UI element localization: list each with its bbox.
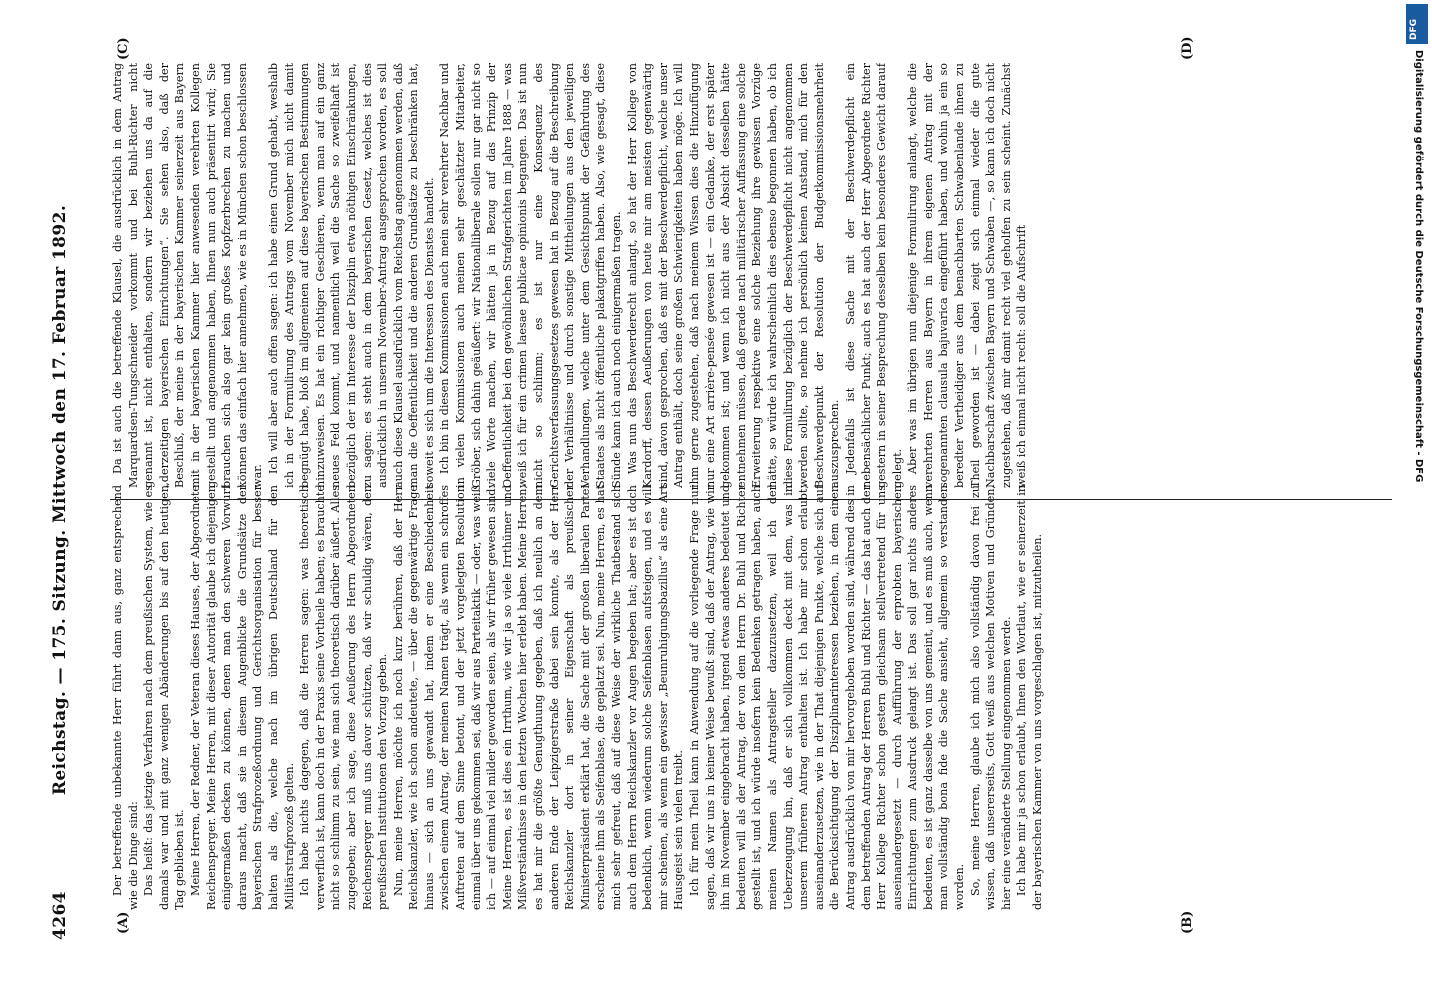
dfg-logo-text: DFG [1409,18,1419,40]
left-paragraph: Ich habe nichts dagegen, daß die Herren sagen: was theoretisch verwerflich ist, kann doch in der Praxis seine Vortheile haben; es brauchte nicht so schlimm zu sein, wie man sich theoretisch darüber äußert. Alles zugegeben; aber ich sage, diese Aeußerung des Herrn Abgeordneten Reichensperger muß uns davor schützen, daß wir schuldig wären, den preußischen Institutionen den Vorzug geben. [298,485,390,910]
left-paragraph: Der betreffende unbekannte Herr führt dann aus, ganz entsprechend wie die Dinge sind: [111,485,140,910]
left-paragraph: Meine Herren, der Redner, der Veteran dieses Hauses, der Abgeordnete Reichensperger. Meine Herren, mit dieser Autorität glaube ich diejenigen einigermaßen decken zu können, denen man den schweren Vorwurf daraus macht, daß sie in diesem Augenblicke die Grundsätze der bayerischen Strafprozeßordnung und Gerichtsorganisation für besser halten als die, welche nach im übrigen Deutschland für den Militärstrafprozeß gelten. [188,485,296,910]
right-paragraph: Ich bin in diesen Kommissionen auch mein sehr verehrter Nachbar und in vielen Kommissionen auch meinen sehr geschätzter Mitarbeiter, Gröber, sich dahin geäußert: wir Nationalliberale sollen nur gar nicht so viele Worte machen, wir hätten ja in Bezug auf das Prinzip der Oeffentlichkeit bei den gewöhnlichen Strafgerichten im Jahre 1888 — was weiß ich für ein crimen laesae publicae opinionis begangen. Das ist nun nicht so schlimm; es ist nur eine Konsequenz des Gerichtsverfassungsgesetzes gewesen hat in Bezug auf die Beschreibung der Verhältnisse und durch sonstige Mittheilungen aus den jeweiligen Verhandlungen, welche unter dem Gesichtspunkt der Gefährdung des Staates als nicht öffentliche plakatgriffen haben. Also, wie gesagt, diese Sünde kann ich auch noch einigermaßen tragen. [438,63,623,488]
right-paragraph: Was nun das Beschwerderecht anlangt, so hat der Herr Kollege von Kardorff, dessen Aeußerungen von heute mir am meisten gegenwärtig sind, davon gesprochen, daß es mit der Beschwerdepflicht, welche unser Antrag enthält, doch seine großen Schwierigkeiten haben möge. Ich will ihm gerne zugestehen, daß nach meinem Wissen dies die Hinzufügung nur eine Art arrière-pensée gewesen ist — ein Gedanke, der erst später gekommen ist; und wenn ich nicht aus der Absicht desselben hätte entnehmen müssen, daß gerade nach militärischer Auffassung eine solche Erweiterung respektive eine solche Beziehung ihre gewissen Vorzüge hätte, so würde ich wahrscheinlich dies ebenso begonnen haben, ob ich diese Formulirung bezüglich der Beschwerdepflicht nicht angenommen werden sollte, so nehme ich persönlich keinen Anstand, mich für den Beschwerdepunkt der Resolution der Budgetkommissionsmehrheit auszusprechen. [625,63,842,488]
dfg-logo [1406,4,1428,44]
margin-marker-c: (C) [116,37,131,60]
right-paragraph: Aber was im übrigen nun diejenige Formulirung anlangt, welche die verehrten Herren aus Bayern in ihrem eigenen Antrag mit der sogenannten clausula bajuvarica eingeführt haben, und wohin ja ein so beredter Vertheidiger aus dem benachbarten Schwabenlande ihnen zu Theil geworden ist — dabei zeigt sich einmal wieder die gute Nachbarschaft zwischen Bayern und Schwaben —, so kann ich doch nicht zugestehen, daß mir damit recht viel geholfen zu sein scheint. Zunächst weiß ich einmal nicht recht: soll die Aufschrift [906,63,1029,488]
margin-marker-d: (D) [1180,36,1195,60]
right-column [110,63,1392,488]
page-header [38,60,78,940]
page-number: 4264 [50,891,70,940]
digitization-note-text: Digitalisierung gefördert durch die Deutsche Forschungsgemeinschaft - DFG [1413,50,1424,483]
right-paragraph: Jedenfalls ist diese Sache mit der Beschwerdepflicht ein nebensächlicher Punkt; auch es hat auch der Herr Abgeordnete Richter gestern in seiner Besprechung desselben kein besonderes Gewicht darauf gelegt. [843,63,904,488]
left-paragraph: Ich für mein Theil kann in Anwendung auf die vorliegende Frage nur sagen, daß wir uns in keiner Weise bewußt sind, daß der Antrag, wie wir ihn im November eingebracht haben, irgend etwas anderes bedeutet und bedeuten will als der Antrag, der von dem Herrn Dr. Buhl und Richter gestellt ist, und ich würde insofern kein Bedenken getragen haben, auch meinen Namen als Antragsteller dazuzusetzen, weil ich der Ueberzeugung bin, daß er sich vollkommen deckt mit dem, was in unserem früheren Antrag enthalten ist. Ich habe mir schon erlaubt, auseinanderzusetzen, wie in der That diejenigen Punkte, welche sich auf die Berücksichtigung der Disziplinarinteressen beziehen, in dem einen Antrag ausdrücklich von mir hervorgehoben worden sind, während dies in dem betreffenden Antrag der Herren Buhl und Richter — das hat auch der Herr Kollege Richter schon gestern gleichsam stellvertretend für uns auseinandergesetzt — durch Aufführung der erprobten bayerischen Einrichtungen zum Ausdruck gelangt ist. Das soll gar nichts anderes bedeuten, es ist ganz dasselbe von uns gemeint, und es muß auch, wenn man vollständig bona fide die Sache ansieht, allgemein so verstanden worden. [687,485,967,910]
right-paragraph: Da ist auch die betreffende Klausel, die ausdrücklich in dem Antrag Marquardsen-Tungschneider vorkommt und bei Buhl-Richter nicht genannt ist, nicht enthalten, sondern wir beziehen uns da auf die „derzeitigen bayerischen Einrichtungen“. Sie sehen also, daß der Beschluß, der meine in der bayerischen Kammer seinerzeit aus Bayern mit in der bayerischen Kammer hier anwesenden verehrten Kollegen gestellt und angenommen haben, Ihnen nun auch präsentirt wird; Sie brauchen sich also gar kein großes Kopfzerbrechen zu machen und können das einfach hier annehmen, wie es in München schon beschlossen war. [111,63,265,488]
header-title: Reichstag. — 175. Sitzung. Mittwoch den 17. Februar 1892. [50,204,70,796]
digitization-note [1410,50,1428,990]
margin-marker-b: (B) [1180,910,1195,934]
left-paragraph: Ich habe mir ja schon erlaubt, Ihnen den Wortlaut, wie er seinerzeit in der bayerischen Kammer von uns vorgeschlagen ist, mitzutheilen. [1015,485,1045,910]
right-paragraph: Ich will aber auch offen sagen: ich habe einen Grund gehabt, weshalb ich in der Formulirung des Antrags vom November mich nicht damit begnügt habe, bloß im allgemeinen auf diese bayerischen Bestimmungen hinzuweisen. Es hat ein richtiger Geschieren, wenn man auf ein ganz neues Feld kommt, und namentlich weil die Sache so zweifelhaft ist bezüglich der im Interesse der Disziplin etwa nöthigen Einschränkungen, zu sagen: es steht auch in dem bayerischen Gesetz, welches ist dies ausdrücklich in unserm November-Antrag ausgesprochen worden, es soll auch diese Klausel ausdrücklich vom Reichstag angenommen werden, daß man die Oeffentlichkeit und die anderen Grundsätze zu beschränken hat, soweit es sich um die Interessen des Dienstes handelt. [266,63,436,488]
left-paragraph: Das heißt: das jetzige Verfahren nach dem preußischen System, wie es damals war und mit ganz wenigen Abänderungen bis auf den heutigen Tag geblieben ist. [142,485,187,910]
margin-marker-a: (A) [116,911,131,934]
column-divider [110,499,1392,500]
left-column [110,485,1392,910]
left-paragraph: So, meine Herren, glaube ich mich also vollständig davon frei zu wissen, daß unsererseits, Gott weiß aus welchen Motiven und Gründen, hier eine veränderte Stellung eingenommen werde. [968,485,1013,910]
left-paragraph: Nun, meine Herren, möchte ich noch kurz berühren, daß der Herr Reichskanzler, wie ich schon andeutete, — über die gegenwärtige Frage hinaus — sich an uns gewandt hat, indem er eine Beschiedenheit zwischen einem Antrag, der meinen Namen trägt, als wenn ein schroffes Auftreten auf dem Sinne betont, und der jetzt vorgelegten Resolution einmal über uns gekommen sei, daß wir aus Parteitaktik — oder, was weiß ich — auf einmal viel milder geworden seien, als wir früher gewesen sind. Meine Herren, es ist dies ein Irrthum, wie wir ja so viele Irrthümer und Mißverständnisse in den letzten Wochen hier erlebt haben. Meine Herren, es hat mir die größte Genugthuung gegeben, daß ich neulich an dem anderen Ende der Leipzigerstraße dabei sein konnte, als der Herr Reichskanzler dort in seiner Eigenschaft als preußischer Ministerpräsident erklärt hat, die Sache mit der großen liberalen Partei erscheine ihm als Seifenblase, die geplatzt sei. Nun, meine Herren, es hat mich sehr gefreut, daß auf diese Weise der wirkliche Thatbestand sich auch dem Herrn Reichskanzler vor Augen begeben hat; aber es ist doch bedenklich, wenn wiederum solche Seifenblasen aufsteigen, und es will mir scheinen, als wenn ein gewisser „Beunruhigungsbazillus“ als eine Art Hausgeist sein vielen treibt. [391,485,686,910]
